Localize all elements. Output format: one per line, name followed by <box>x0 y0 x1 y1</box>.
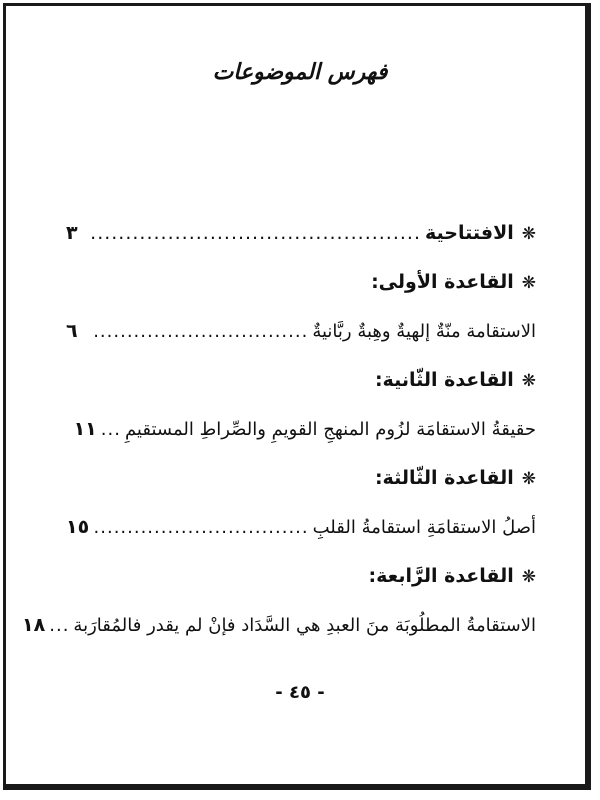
toc-heading-label: القاعدة الرَّابعة: <box>368 565 514 587</box>
leader-dots <box>92 222 421 244</box>
toc-heading-label: الافتتاحية <box>425 222 514 244</box>
leader-dots <box>93 517 308 538</box>
bullet-star-icon: ❋ <box>521 224 536 244</box>
toc-entry-label: الاستقامةُ المطلُوبَة منَ العبدِ هي السَّدَاد فإنْ لم يقدر فالمُقارَبة <box>73 615 536 636</box>
toc-page-number: ١٥ <box>66 516 90 538</box>
toc-entry-label: حقيقةُ الاستقامَة لزُوم المنهجِ القويمِ والصِّراطِ المستقيمِ <box>124 419 536 440</box>
toc-page-number: ٣ <box>66 222 78 244</box>
toc-heading-label: القاعدة الأولى: <box>371 271 514 293</box>
toc-page-number: ١٨ <box>22 614 46 636</box>
toc-entry-rule-1 <box>66 320 536 369</box>
toc-heading-rule-3 <box>66 467 536 516</box>
toc-heading-rule-1 <box>66 271 536 320</box>
leader-dots <box>101 419 121 440</box>
bullet-star-icon: ❋ <box>521 469 536 489</box>
toc-heading-label: القاعدة الثّالثة: <box>374 467 514 489</box>
leader-dots <box>49 615 69 636</box>
toc-heading-rule-2 <box>66 369 536 418</box>
toc-heading-opening <box>66 222 536 271</box>
bullet-star-icon: ❋ <box>521 273 536 293</box>
leader-dots <box>92 321 308 342</box>
page-number-footer: - ٤٥ - <box>275 682 325 703</box>
toc-entry-label: الاستقامة منّةٌ إلهيةٌ وهِبةٌ ربَّانيةٌ <box>312 321 536 342</box>
bullet-star-icon: ❋ <box>521 567 536 587</box>
toc-heading-label: القاعدة الثّانية: <box>374 369 514 391</box>
bullet-star-icon: ❋ <box>521 371 536 391</box>
toc-entry-label: أصلُ الاستقامَةِ استقامةُ القلبِ <box>312 517 536 538</box>
toc-page-number: ٦ <box>66 320 78 342</box>
toc-page-number: ١١ <box>73 418 97 440</box>
toc-entry-rule-4 <box>22 614 536 663</box>
table-of-contents <box>22 222 536 663</box>
toc-heading-rule-4 <box>66 565 536 614</box>
page-title: فهرس الموضوعات <box>212 60 388 85</box>
toc-entry-rule-3 <box>66 516 536 565</box>
toc-entry-rule-2 <box>66 418 536 467</box>
